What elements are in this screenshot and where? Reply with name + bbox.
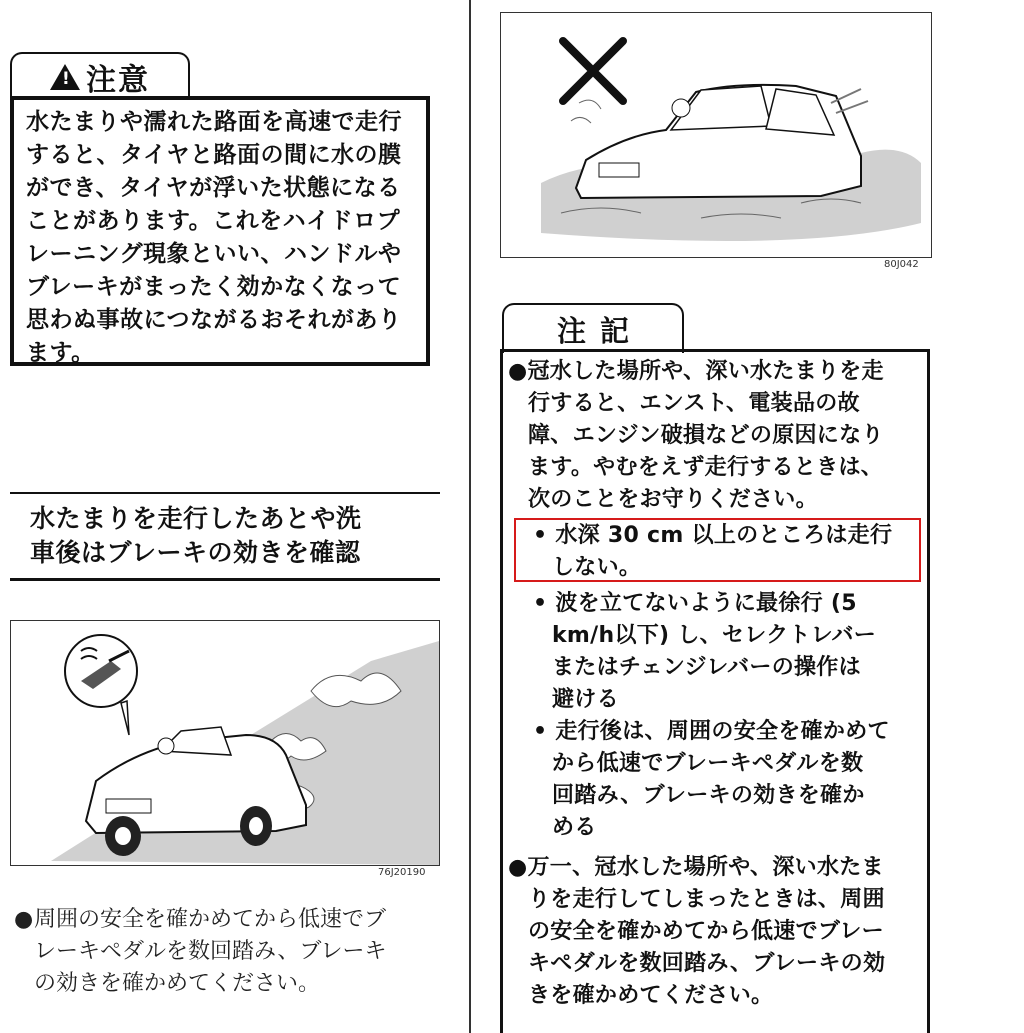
caution-line: レーニング現象といい、ハンドルや: [26, 241, 402, 267]
warning-triangle-icon: [50, 64, 80, 90]
car-in-deep-water-icon: [501, 13, 931, 257]
note-line: しない。: [552, 555, 642, 580]
note-line: 障、エンジン破損などの原因になり: [528, 423, 884, 448]
note-tab: [502, 303, 684, 353]
note-line: める: [552, 815, 597, 840]
caution-line: 水たまりや濡れた路面を高速で走行: [26, 109, 402, 135]
note-line: ●万一、冠水した場所や、深い水たま: [508, 855, 884, 880]
caution-line: ブレーキがまったく効かなくなって: [26, 274, 402, 300]
caution-line: ます。: [26, 340, 95, 366]
note-line: の安全を確かめてから低速でブレー: [528, 919, 884, 944]
caution-line: 思わぬ事故につながるおそれがあり: [26, 307, 402, 333]
figure-code: 76J20190: [378, 867, 426, 878]
caution-title: 注意: [86, 63, 150, 98]
bullet-icon: ●: [14, 907, 34, 932]
note-line: 避ける: [552, 687, 619, 712]
bullet-line: の効きを確かめてください。: [34, 971, 321, 996]
section-heading: [10, 492, 440, 581]
left-bullet-text: [14, 904, 444, 1000]
caution-line: ができ、タイヤが浮いた状態になる: [26, 175, 401, 201]
note-line: • 水深 30 cm 以上のところは走行: [533, 523, 893, 548]
bullet-line: レーキペダルを数回踏み、ブレーキ: [34, 939, 387, 964]
figure-code: 80J042: [884, 259, 919, 270]
bullet-line: 周囲の安全を確かめてから低速でブ: [34, 907, 387, 932]
flooded-road-illustration: [500, 12, 932, 258]
car-after-puddle-icon: [11, 621, 439, 865]
column-divider: [469, 0, 471, 1033]
note-line: • 波を立てないように最徐行 (5: [533, 591, 857, 616]
section-heading-line: 車後はブレーキの効きを確認: [30, 538, 361, 567]
note-line: キペダルを数回踏み、ブレーキの効: [528, 951, 886, 976]
caution-box: [10, 96, 430, 366]
note-line: から低速でブレーキペダルを数: [552, 751, 864, 776]
note-line: • 走行後は、周囲の安全を確かめて: [533, 719, 890, 744]
note-line: ます。やむをえず走行するときは、: [528, 455, 884, 480]
brake-check-illustration: [10, 620, 440, 866]
note-line: 回踏み、ブレーキの効きを確か: [552, 783, 865, 808]
note-line: またはチェンジレバーの操作は: [552, 655, 861, 680]
note-line: 行すると、エンスト、電装品の故: [528, 391, 860, 416]
note-line: km/h以下) し、セレクトレバー: [552, 623, 877, 648]
note-line: きを確かめてください。: [528, 983, 774, 1008]
note-line: りを走行してしまったときは、周囲: [528, 887, 885, 912]
note-title: 注記: [556, 313, 643, 348]
note-line: ●冠水した場所や、深い水たまりを走: [508, 359, 884, 384]
caution-tab: [10, 52, 190, 100]
note-line: 次のことをお守りください。: [528, 487, 818, 512]
caution-line: すると、タイヤと路面の間に水の膜: [26, 142, 402, 168]
caution-line: ことがあります。これをハイドロプ: [26, 208, 401, 234]
section-heading-line: 水たまりを走行したあとや洗: [30, 504, 362, 533]
